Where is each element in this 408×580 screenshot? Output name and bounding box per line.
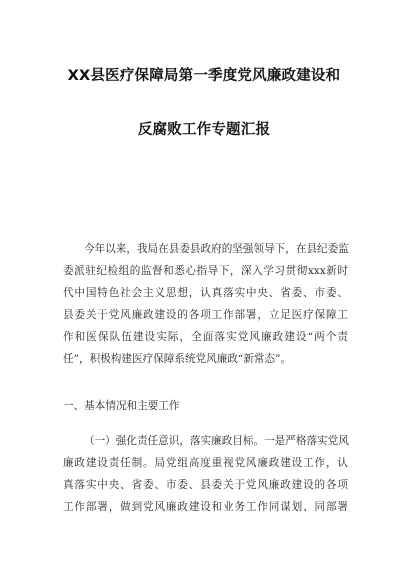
intro-line: 代中国特色社会主义思想，认真落实中央、省委、市委、 [63,287,348,299]
intro-line: 作和医保队伍建设实际，全面落实党风廉政建设“两个责 [63,331,348,343]
subsection-line: 廉政建设责任制。局党组高度重视党风廉政建设工作，认 [63,457,348,469]
subsection-line: 真落实中央、省委、市委、县委关于党风廉政建设的各项 [63,479,348,491]
document-title-line-2: 反腐败工作专题汇报 [137,122,271,138]
intro-paragraph [63,238,348,370]
document-title-line-1: XX县医疗保障局第一季度党风廉政建设和 [67,68,341,84]
section-heading: 一、基本情况和主要工作 [63,400,180,412]
subsection-line: （一）强化责任意识，落实廉政目标。一是严格落实党风 [84,435,349,447]
intro-line: 今年以来，我局在县委县政府的坚强领导下，在县纪委监 [84,243,349,255]
subsection-paragraph [63,430,348,518]
subsection-line: 工作部署，做到党风廉政建设和业务工作同谋划、同部署 [63,501,348,513]
intro-line: 委派驻纪检组的监督和悉心指导下，深入学习贯彻xxx新时 [63,265,348,277]
section-heading-block [63,395,348,417]
intro-line: 任”，积极构建医疗保障系统党风廉政“新常态”。 [63,353,292,365]
intro-line: 县委关于党风廉政建设的各项工作部署，立足医疗保障工 [63,309,348,321]
